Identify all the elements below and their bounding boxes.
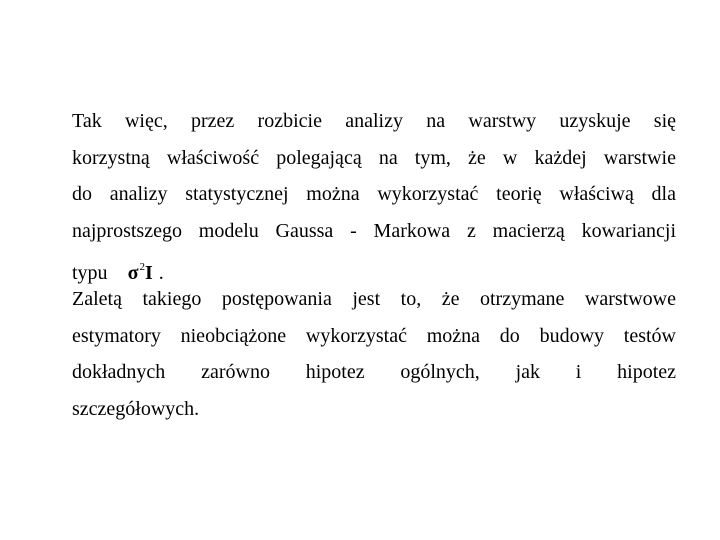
exponent: 2: [139, 261, 145, 273]
paragraph-2-line-4: szczegółowych.: [72, 397, 200, 420]
paragraph-1: [72, 103, 676, 292]
sigma-symbol: σ: [127, 262, 139, 284]
identity-matrix-symbol: I: [144, 262, 153, 284]
paragraph-1-line-3: do analizy statystycznej można wykorzystać teorię właściwą dla: [72, 183, 676, 205]
period: .: [158, 262, 164, 284]
paragraph-1-line-2: korzystną właściwość polegającą na tym, że w każdej warstwie: [72, 146, 676, 169]
paragraph-2-line-2: estymatory nieobciążone wykorzystać można do budowy testów: [72, 324, 676, 347]
paragraph-2: [72, 281, 676, 427]
paragraph-1-line-1: Tak więc, przez rozbicie analizy na warstwy uzyskuje się: [72, 110, 676, 132]
paragraph-1-line-4: najprostszego modelu Gaussa - Markowa z macierzą kowariancji: [72, 219, 676, 242]
paragraph-2-line-3: dokładnych zarówno hipotez ogólnych, jak i hipotez: [72, 361, 676, 383]
paragraph-2-line-1: Zaletą takiego postępowania jest to, że otrzymane warstwowe: [72, 288, 676, 310]
type-label: typu: [72, 262, 108, 284]
